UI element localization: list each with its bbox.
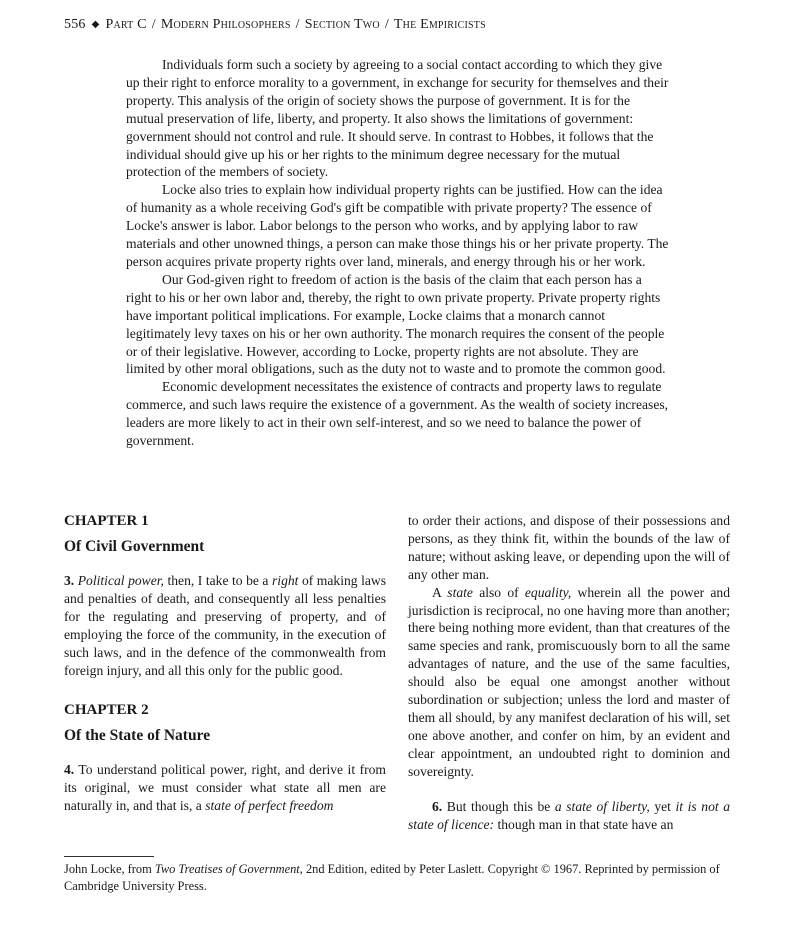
header-part: Part C <box>105 17 147 32</box>
paragraph-4-continued: to order their actions, and dispose of their possessions and persons, as they think fit, within the bounds of the law of nature; without asking leave, or depending upon the will of any other man. <box>408 513 730 582</box>
intro-paragraph: Locke also tries to explain how individual property rights can be justified. How can the idea of humanity as a whole receiving God's gift be compatible with private property? The essence of Locke's answer is labor. Labor belongs to the person who works, and by applying labor to raw materials and other unowned things, a person can make those things his or her private property. The person acquires private property rights over land, minerals, and energy through his or her work. <box>126 182 669 269</box>
text-run: John Locke, from <box>64 862 155 876</box>
intro-paragraph: Our God-given right to freedom of action is the basis of the claim that each person has a right to his or her own labor and, thereby, the right to own private property. Private property rights have important political implications. For example, Locke claims that a monarch cannot legitimately levy taxes on his or her own authority. The monarch requires the consent of the people or of their legislative. However, according to Locke, property rights are not absolute. They are limited by other moral obligations, such as the duty not to waste and to promote the common good. <box>126 271 666 377</box>
italic-phrase: state of perfect freedom <box>205 798 334 814</box>
running-header <box>64 17 744 33</box>
chapter-2-title: Of the State of Nature <box>64 727 211 745</box>
intro-paragraph: Individuals form such a society by agreeing to a social contact according to which they give up their right to enforce morality to a government, in exchange for security for themselves and their property. This analysis of the origin of society shows the purpose of government. It is for the mutual preservation of life, liberty, and property. It also shows the limitations of government: government should not control and rule. It should serve. In contrast to Hobbes, it follows that the individual should give up his or her rights to the minimum degree necessary for the mutual protection of the members of society. <box>126 57 669 180</box>
chapter-2-label: CHAPTER 2 <box>64 702 149 719</box>
intro-paragraph: Economic development necessitates the existence of contracts and property laws to regulate commerce, and such laws require the existence of a government. As the wealth of society increases, leaders are more likely to act in their own self-interest, and so we need to balance the power of government. <box>126 379 669 449</box>
italic-phrase: right <box>272 573 299 588</box>
text-run: 2nd Edition, edited by Peter Laslett. Copyright © 1967. Reprinted by permission of Cambridge University Press. <box>64 862 720 893</box>
header-separator: / <box>295 17 300 32</box>
text-run: then, I take to be a <box>163 573 272 588</box>
header-separator: / <box>384 17 389 32</box>
text-run: of making laws and penalties of death, and consequently all less penalties for the regulating and preserving of property, and of employing the force of the community, in the execution of such laws, and in the defence of the commonwealth from foreign injury, and all this only for the public good. <box>64 573 387 678</box>
page-number: 556 <box>64 17 86 32</box>
right-column <box>408 512 730 833</box>
text-run: A <box>432 584 448 600</box>
book-title: Two Treatises of Government, <box>154 862 303 876</box>
paragraph-number: 3. <box>64 573 75 588</box>
text-run: wherein all the power and jurisdiction is reciprocal, no one having more than another; there being nothing more evident, than that creatures of the same species and rank, promiscuously born to all the same advantages of nature, and the use of the same faculties, should also be equal one amongst another without subordination or subjection; unless the lord and master of them all should, by any manifest declaration of his will, set one above another, and confer on him, by an evident and clear appointment, an undoubted right to dominion and sovereignty. <box>408 584 731 779</box>
text-run: also of <box>472 584 525 600</box>
text-run: yet <box>649 798 676 814</box>
paragraph-6 <box>408 798 730 834</box>
spacer <box>408 781 730 798</box>
header-section-a: Modern Philosophers <box>160 17 291 32</box>
text-run: though man in that state have an <box>494 816 674 832</box>
paragraph-3 <box>64 572 386 679</box>
paragraph-number: 4. <box>64 762 75 778</box>
chapter-1-label: CHAPTER 1 <box>64 513 149 529</box>
paragraph-number: 6. <box>432 798 443 814</box>
header-separator: / <box>151 17 156 32</box>
introduction-text <box>126 56 669 450</box>
italic-phrase: equality, <box>524 584 572 600</box>
left-column <box>64 512 386 815</box>
italic-phrase: a state of liberty, <box>554 798 650 814</box>
paragraph-equality <box>408 584 730 781</box>
chapter-1-title: Of Civil Government <box>64 538 205 555</box>
diamond-icon: ◆ <box>91 19 100 30</box>
paragraph-4 <box>64 761 386 815</box>
spacer <box>64 679 386 701</box>
text-run: To understand political power, right, and derive it from its original, we must consider what state all men are naturally in, and that is, a <box>64 762 386 814</box>
italic-phrase: Political power, <box>77 573 164 588</box>
text-run: But though this be <box>442 798 555 814</box>
source-footnote <box>64 861 734 894</box>
header-section-b: Section Two <box>304 17 380 32</box>
italic-phrase: state <box>447 584 473 600</box>
header-section-c: The Empiricists <box>393 17 486 32</box>
footnote-divider <box>64 856 154 857</box>
italic-phrase: it is not a state of licence: <box>408 798 731 832</box>
